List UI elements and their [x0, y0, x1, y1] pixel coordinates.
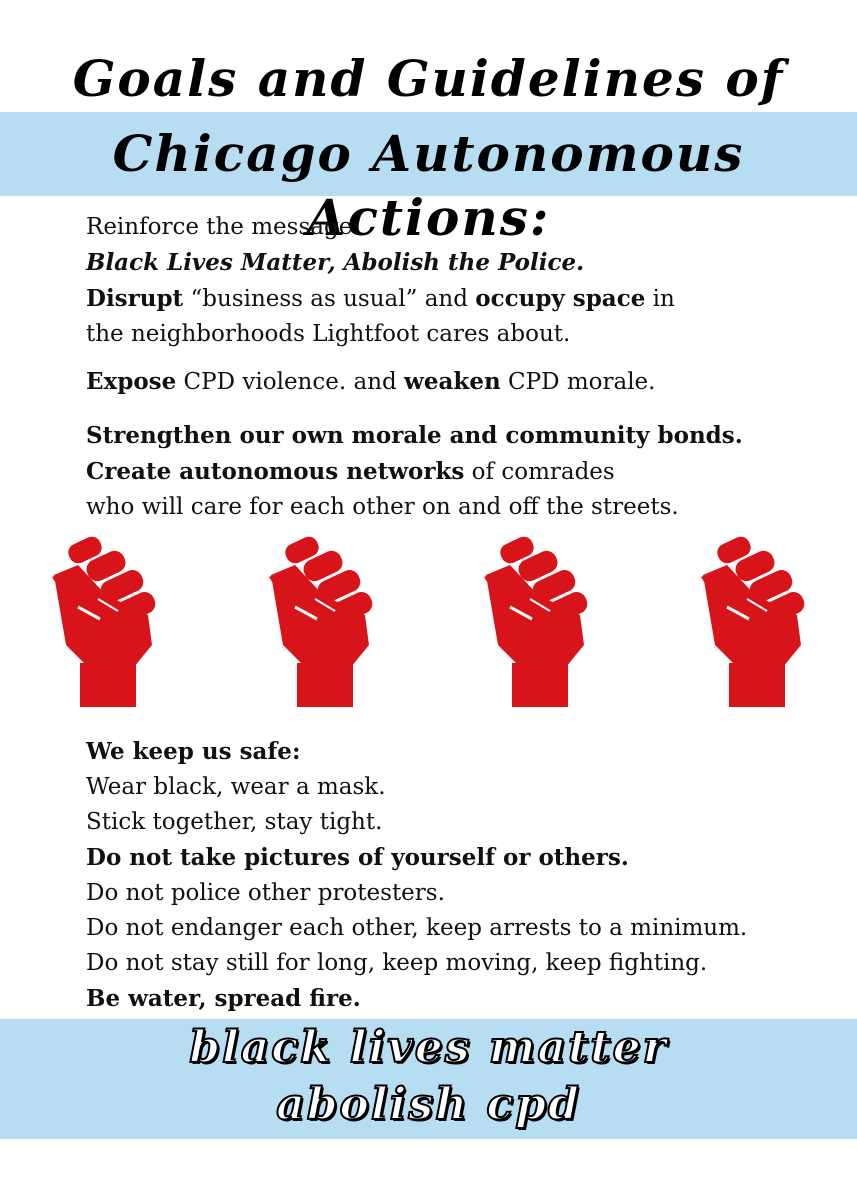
expose-line: Expose CPD violence. and weaken CPD morale.	[86, 368, 656, 395]
safety-item: Wear black, wear a mask.	[86, 774, 386, 800]
safety-section	[86, 734, 826, 1017]
safety-item: Do not endanger each other, keep arrests to a minimum.	[86, 915, 748, 941]
page-title-line2: Chicago Autonomous Actions:	[112, 124, 745, 247]
raised-fist-icon	[265, 535, 385, 710]
page-title-line1: Goals and Guidelines of	[72, 49, 785, 108]
fist-row	[0, 535, 857, 715]
message-slogan: Black Lives Matter, Abolish the Police.	[86, 249, 585, 276]
raised-fist-icon	[697, 535, 817, 710]
raised-fist-icon	[48, 535, 168, 710]
message-intro: Reinforce the message:	[86, 214, 361, 240]
disrupt-line: Disrupt “business as usual” and occupy space in	[86, 285, 675, 312]
safety-item: Stick together, stay tight.	[86, 809, 383, 835]
footer-slogan-line1: black lives matter	[189, 1022, 668, 1073]
expose-section	[86, 364, 826, 400]
safety-heading: We keep us safe:	[86, 738, 301, 765]
care-line: who will care for each other on and off the streets.	[86, 494, 679, 520]
strengthen-section	[86, 418, 826, 525]
safety-item: Do not police other protesters.	[86, 880, 445, 906]
create-line: Create autonomous networks of comrades	[86, 458, 615, 485]
safety-list	[86, 770, 826, 1017]
safety-item: Be water, spread fire.	[86, 985, 361, 1012]
strengthen-line: Strengthen our own morale and community bonds.	[86, 422, 743, 449]
message-section	[86, 210, 826, 352]
raised-fist-icon	[480, 535, 600, 710]
safety-item: Do not stay still for long, keep moving, keep fighting.	[86, 950, 708, 976]
footer-slogan-line2: abolish cpd	[276, 1079, 581, 1130]
safety-item: Do not take pictures of yourself or others.	[86, 844, 629, 871]
neighborhoods-line: the neighborhoods Lightfoot cares about.	[86, 321, 571, 347]
